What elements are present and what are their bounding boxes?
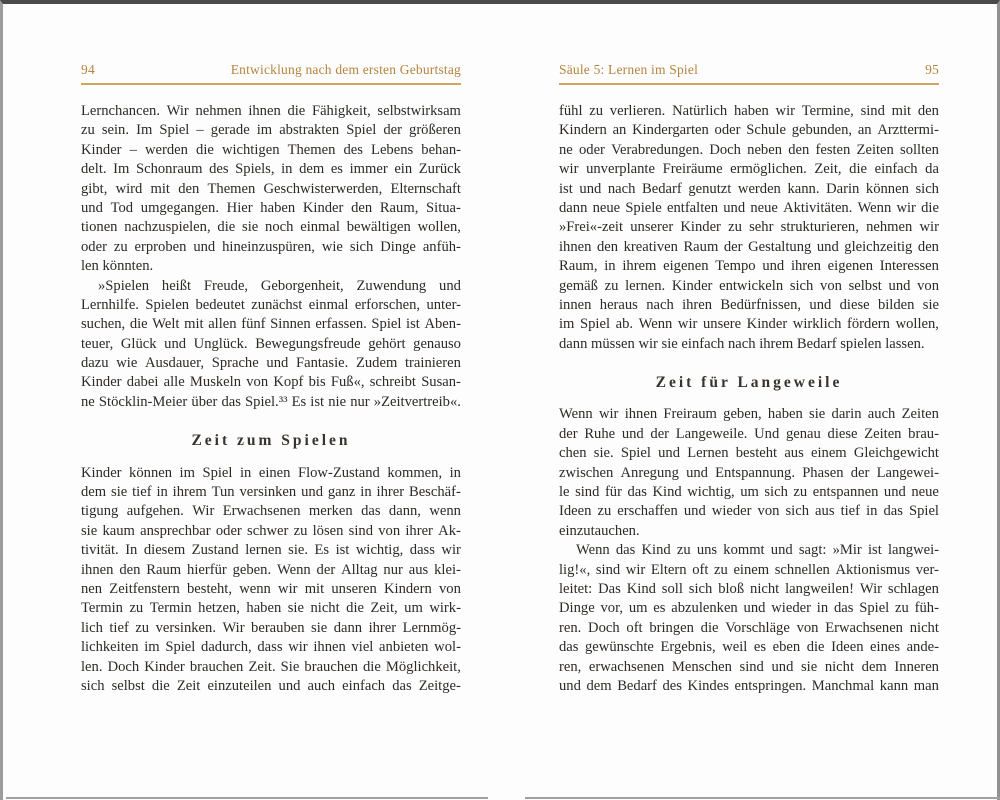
text-line: Kinder können im Spiel in einen Flow-Zustand kommen, in xyxy=(81,464,461,481)
text-line: len könnten. xyxy=(81,258,154,275)
text-line: sie kaum ansprechbar oder schwer zu lösen sind von ihrer Ak- xyxy=(81,522,461,539)
text-line: ihnen den Raum hierfür geben. Wenn der Alltag nur aus klei- xyxy=(81,561,461,578)
section-heading: Zeit zum Spielen xyxy=(191,432,351,450)
text-line: ne oder Verabredungen. Doch neben den festen Zeiten sollten xyxy=(559,141,939,158)
text-line: wir unverplante Freiräume ermöglichen. Zeit, die einfach da xyxy=(559,161,939,178)
running-header xyxy=(559,62,939,78)
text-line: ist und nach Bedarf genutzt werden kann. Darin können sich xyxy=(559,180,939,197)
paragraph xyxy=(81,277,461,413)
text-line: lichkeiten im Spiel dadurch, dass wir ihnen viel anbieten wol- xyxy=(81,639,461,656)
text-line: delt. Im Schonraum des Spiels, in dem es immer ein Zurück xyxy=(81,161,461,178)
text-line: Wenn wir ihnen Freiraum geben, haben sie darin auch Zeiten xyxy=(559,406,939,423)
running-head: Säule 5: Lernen im Spiel xyxy=(559,62,699,77)
text-line: len. Doch Kinder brauchen Zeit. Sie brauchen die Möglichkeit, xyxy=(81,658,461,675)
paragraph xyxy=(81,102,461,277)
text-line: Kinder dabei alle Muskeln von Kopf bis Fuß«, schreibt Susan- xyxy=(81,374,461,391)
text-line: dazu wie Ausdauer, Sprache und Fantasie. Zudem trainieren xyxy=(81,355,461,372)
running-head: Entwicklung nach dem ersten Geburtstag xyxy=(230,62,461,77)
text-line: oder zu erproben und hineinzuspüren, wie sich Dinge anfüh- xyxy=(81,238,461,255)
text-line: »Frei«-zeit unserer Kinder zu sehr strukturieren, nehmen wir xyxy=(559,219,939,236)
text-line: Lernchancen. Wir nehmen ihnen die Fähigkeit, selbstwirksam xyxy=(81,103,461,119)
text-line: ren. Doch oft bringen die Vorschläge von Erwachsenen nicht xyxy=(559,619,939,636)
text-line: Dinge vor, um es abzulenken und wieder in das Spiel zu füh- xyxy=(559,600,939,617)
text-line: zu sein. Im Spiel – gerade im abstrakten Spiel der größeren xyxy=(81,122,461,139)
section-heading: Zeit für Langeweile xyxy=(655,374,843,392)
text-line: teuer, Glück und Unglück. Bewegungsfreude gehört genauso xyxy=(81,335,461,352)
text-line: gibt, wird mit den Themen Geschwisterwerden, Elternschaft xyxy=(81,180,461,197)
text-line: und Tod umgegangen. Hier haben Kinder den Raum, Situa- xyxy=(81,199,461,216)
text-line: suchen, die Welt mit allen fünf Sinnen erfassen. Spiel ist Aben- xyxy=(81,316,461,333)
text-line: Raum, in ihrem eigenen Tempo und ihren eigenen Interessen xyxy=(559,258,939,275)
text-line: lig!«, sind wir Eltern oft zu einem schnellen Aktionismus ver- xyxy=(559,561,939,578)
text-line: der Ruhe und der Langeweile. Und genau diese Zeiten brau- xyxy=(559,425,939,442)
text-line: innen heraus nach ihren Bedürfnissen, und diese bilden sie xyxy=(559,296,939,313)
page-left xyxy=(81,62,461,696)
text-line: Wenn das Kind zu uns kommt und sagt: »Mir ist langwei- xyxy=(576,542,939,559)
text-line: Lernhilfe. Spielen bedeutet zunächst einmal erforschen, unter- xyxy=(81,296,461,313)
page-number: 95 xyxy=(925,62,939,77)
paragraph xyxy=(81,464,461,697)
text-line: dann müssen wir sie einfach nach ihrem Bedarf spielen lassen. xyxy=(559,335,925,352)
text-line: das gewünschte Ergebnis, weil es eben die Ideen eines ande- xyxy=(559,639,939,656)
page-bottom-edge-right xyxy=(525,797,1000,799)
paragraph xyxy=(559,102,939,354)
text-line: Kinder – werden die wichtigen Themen des Lebens behan- xyxy=(81,141,461,158)
text-line: nen Zeitfenstern besteht, wenn wir mit unseren Kindern von xyxy=(81,581,461,597)
page-right xyxy=(559,62,939,696)
text-line: zwischen Anregung und Entspannung. Phasen der Langewei- xyxy=(559,464,939,481)
text-line: le sind für das Kind wichtig, um sich zu entspannen und neue xyxy=(559,484,939,501)
header-rule xyxy=(559,83,939,85)
text-line: lich tief zu versinken. Wir berauben sie dann ihrer Lernmög- xyxy=(81,619,461,636)
page-number: 94 xyxy=(81,62,95,77)
text-line: tivität. In diesem Zustand lernen sie. Es ist wichtig, dass wir xyxy=(81,542,461,559)
page-body xyxy=(81,102,461,696)
text-line: dann neue Spiele entfalten und neue Aktivitäten. Wenn wir die xyxy=(559,199,939,216)
text-line: tigung aufgehen. Wir Erwachsenen merken das dann, wenn xyxy=(81,503,461,520)
text-line: dem sie tief in ihrem Tun versinken und ganz in ihrer Beschäf- xyxy=(81,484,461,501)
text-line: gemäß zu lernen. Kinder entwickeln sich von selbst und von xyxy=(559,277,939,294)
text-line: ne Stöcklin-Meier über das Spiel.³³ Es ist nie nur »Zeitvertreib«. xyxy=(81,393,461,410)
header-rule xyxy=(81,83,461,85)
text-line: Kindern an Kindergarten oder Schule gebunden, an Arzttermi- xyxy=(559,122,939,139)
page-body xyxy=(559,102,939,696)
text-line: und dem Bedarf des Kindes entspringen. Manchmal kann man xyxy=(559,677,939,694)
paragraph xyxy=(559,405,939,541)
text-line: »Spielen heißt Freude, Geborgenheit, Zuwendung und xyxy=(98,277,461,294)
text-line: tionen nachzuspielen, die sie noch einmal bewältigen wollen, xyxy=(81,219,461,236)
text-line: ihnen den kreativen Raum der Gestaltung und gleichzeitig den xyxy=(559,238,939,255)
text-line: sich selbst die Zeit einzuteilen und auch einfach das Zeitge- xyxy=(81,677,461,694)
running-header xyxy=(81,62,461,78)
text-line: chen sie. Spiel und Lernen besteht aus einem Gleichgewicht xyxy=(559,445,939,462)
text-line: Ideen zu erschaffen und wieder von sich aus tief in das Spiel xyxy=(559,503,939,520)
text-line: ren, erwachsenen Menschen sind und sie nicht dem Inneren xyxy=(559,658,939,675)
page-bottom-edge-left xyxy=(6,797,488,799)
text-line: leitet: Das Kind soll sich bloß nicht langweilen! Wir schlagen xyxy=(559,581,939,597)
text-line: im Spiel ab. Wenn wir unsere Kinder wirklich fördern wollen, xyxy=(559,316,939,333)
paragraph xyxy=(559,541,939,696)
text-line: einzutauchen. xyxy=(559,522,640,539)
text-line: fühl zu verlieren. Natürlich haben wir Termine, sind mit den xyxy=(559,103,939,119)
text-line: Termin zu Termin hetzen, haben sie nicht die Zeit, um wirk- xyxy=(81,600,461,617)
